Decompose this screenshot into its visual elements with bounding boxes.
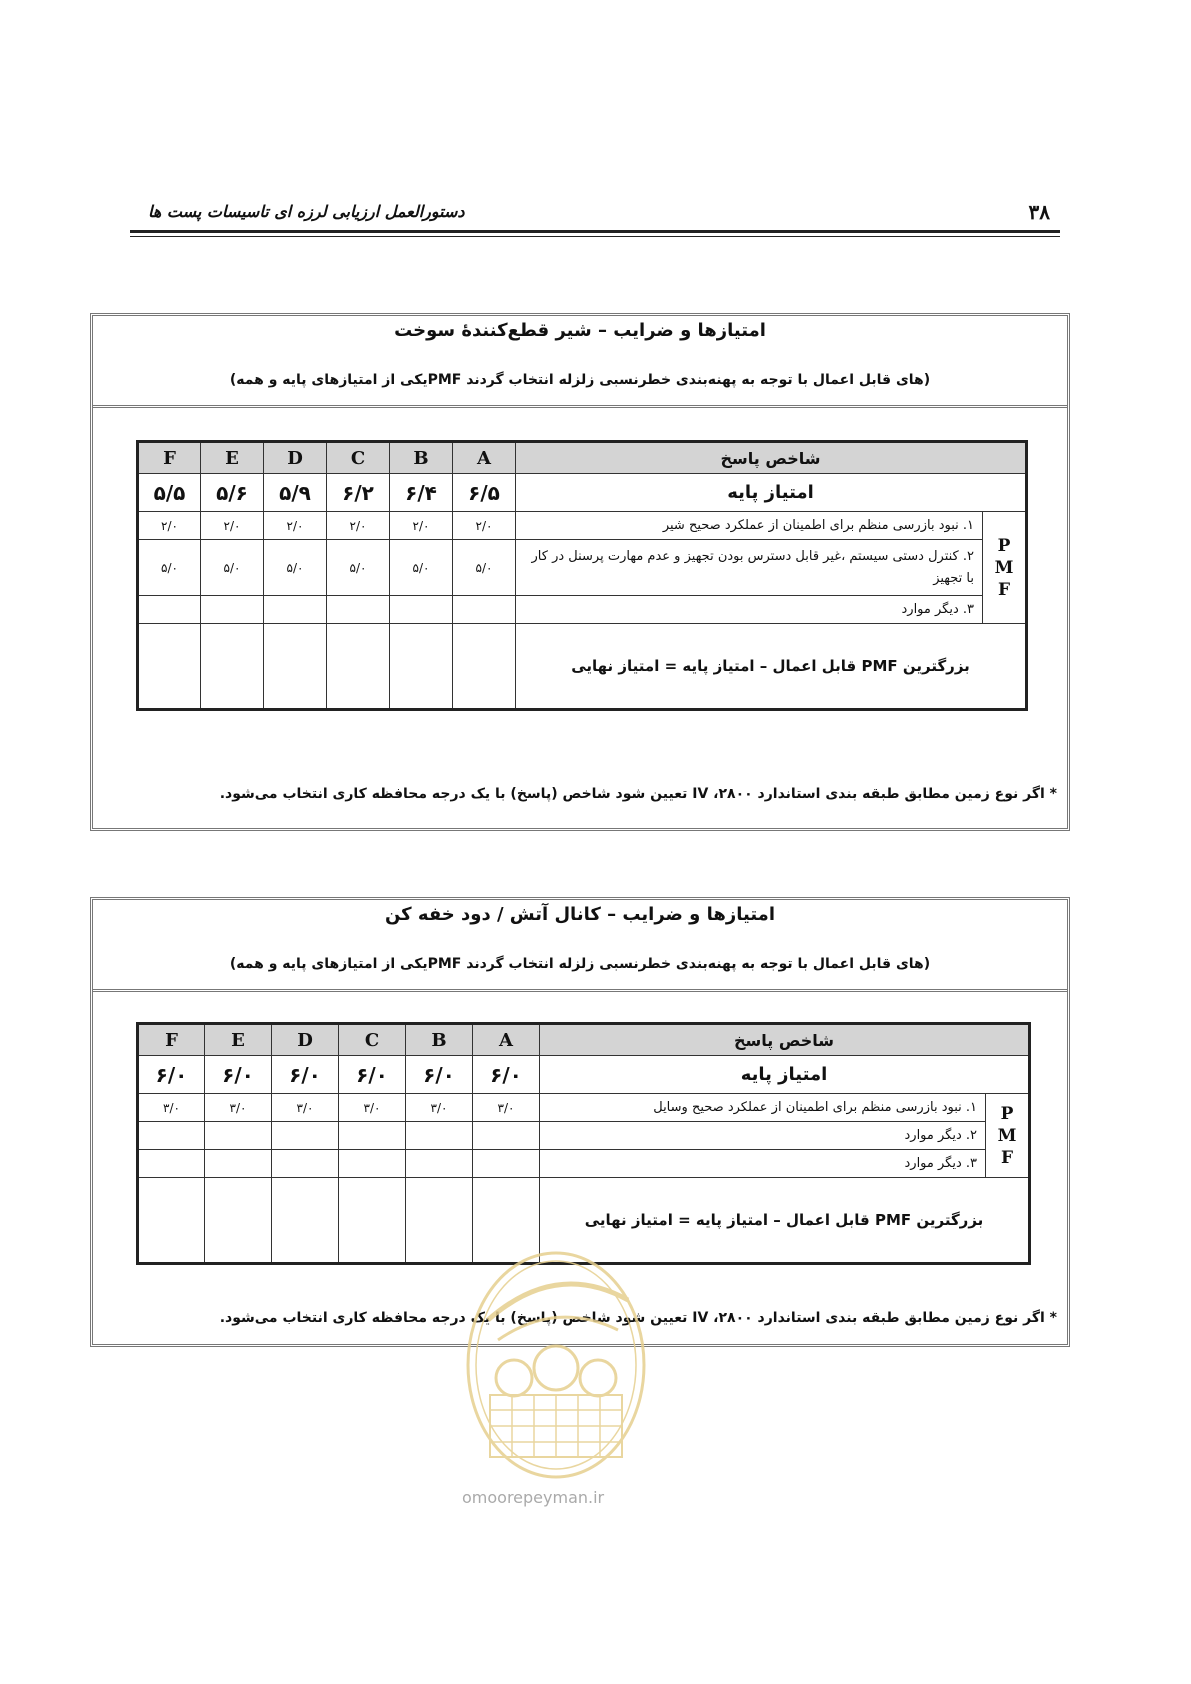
pmf-item-label: ۳. دیگر موارد bbox=[516, 596, 983, 624]
column-header-d: D bbox=[264, 442, 327, 474]
pmf-value: ۵/۰ bbox=[138, 540, 201, 596]
pmf-value bbox=[272, 1150, 339, 1178]
footnote: * اگر نوع زمین مطابق طبقه بندی استاندارد ۲۸۰۰، IV تعیین شود شاخص (پاسخ) با یک درجه محافظه کاری انتخاب می‌شود. bbox=[219, 786, 1057, 802]
column-header-d: D bbox=[272, 1024, 339, 1056]
pmf-value bbox=[205, 1150, 272, 1178]
watermark-seal-icon bbox=[458, 1240, 654, 1490]
section-title: امتیازها و ضرایب – شیر قطع‌کنندهٔ سوخت bbox=[394, 320, 766, 341]
base-score-label: امتیاز پایه bbox=[540, 1056, 1030, 1094]
pmf-value: ۳/۰ bbox=[138, 1094, 205, 1122]
final-score-cell bbox=[453, 624, 516, 710]
base-score-b: ۶/۴ bbox=[390, 474, 453, 512]
pmf-row bbox=[138, 1094, 1030, 1122]
final-score-cell bbox=[339, 1178, 406, 1264]
pmf-value bbox=[473, 1122, 540, 1150]
pmf-letter: F bbox=[997, 579, 1011, 600]
pmf-item-label: ۳. دیگر موارد bbox=[540, 1150, 986, 1178]
pmf-value bbox=[201, 596, 264, 624]
base-score-row bbox=[138, 474, 1027, 512]
column-header-b: B bbox=[406, 1024, 473, 1056]
section-header bbox=[93, 900, 1067, 992]
pmf-value bbox=[138, 596, 201, 624]
column-header-c: C bbox=[339, 1024, 406, 1056]
label-column-header: شاخص پاسخ bbox=[540, 1024, 1030, 1056]
pmf-row bbox=[138, 1122, 1030, 1150]
header-row bbox=[138, 1024, 1030, 1056]
column-header-e: E bbox=[201, 442, 264, 474]
column-header-e: E bbox=[205, 1024, 272, 1056]
base-score-c: ۶/۰ bbox=[339, 1056, 406, 1094]
section-header bbox=[93, 316, 1067, 408]
section-subtitle: (یکی از امتیازهای پایه و همهPMF های قابل اعمال با توجه به پهنه‌بندی خطرنسبی زلزله انتخاب گردند) bbox=[229, 956, 931, 972]
pmf-value: ۵/۰ bbox=[201, 540, 264, 596]
pmf-value bbox=[406, 1150, 473, 1178]
score-table bbox=[136, 440, 1028, 711]
pmf-value: ۵/۰ bbox=[327, 540, 390, 596]
final-score-row bbox=[138, 624, 1027, 710]
header-rule-thin bbox=[130, 236, 1060, 237]
base-score-e: ۵/۶ bbox=[201, 474, 264, 512]
final-score-cell bbox=[138, 624, 201, 710]
watermark-url: omoorepeyman.ir bbox=[462, 1488, 605, 1507]
final-score-cell bbox=[264, 624, 327, 710]
pmf-value bbox=[327, 596, 390, 624]
final-score-cell bbox=[138, 1178, 205, 1264]
base-score-e: ۶/۰ bbox=[205, 1056, 272, 1094]
pmf-letter: M bbox=[997, 1125, 1017, 1146]
base-score-d: ۶/۰ bbox=[272, 1056, 339, 1094]
column-header-a: A bbox=[453, 442, 516, 474]
pmf-value: ۳/۰ bbox=[406, 1094, 473, 1122]
pmf-value: ۳/۰ bbox=[272, 1094, 339, 1122]
document-title: دستورالعمل ارزیابی لرزه ای تاسیسات پست ها bbox=[148, 202, 465, 221]
base-score-row bbox=[138, 1056, 1030, 1094]
pmf-item-label: ۱. نبود بازرسی منظم برای اطمینان از عملکرد صحیح شیر bbox=[516, 512, 983, 540]
base-score-a: ۶/۵ bbox=[453, 474, 516, 512]
pmf-label bbox=[986, 1094, 1030, 1178]
pmf-value: ۲/۰ bbox=[327, 512, 390, 540]
pmf-value bbox=[272, 1122, 339, 1150]
pmf-label bbox=[983, 512, 1027, 624]
base-score-b: ۶/۰ bbox=[406, 1056, 473, 1094]
pmf-letter: M bbox=[994, 557, 1014, 578]
pmf-value: ۳/۰ bbox=[205, 1094, 272, 1122]
footnote: * اگر نوع زمین مطابق طبقه بندی استاندارد ۲۸۰۰، IV تعیین شود شاخص (پاسخ) با یک درجه محافظه کاری انتخاب می‌شود. bbox=[219, 1310, 1057, 1326]
header-rule bbox=[130, 230, 1060, 233]
page-header bbox=[130, 196, 1060, 240]
final-score-label: بزرگترین PMF قابل اعمال – امتیاز پایه = امتیاز نهایی bbox=[516, 624, 1027, 710]
base-score-f: ۵/۵ bbox=[138, 474, 201, 512]
pmf-item-label: ۲. کنترل دستی سیستم ،غیر قابل دسترس بودن تجهیز و عدم مهارت پرسنل در کار با تجهیز bbox=[516, 540, 983, 596]
final-score-cell bbox=[327, 624, 390, 710]
pmf-value bbox=[390, 596, 453, 624]
section-title: امتیازها و ضرایب – کانال آتش / دود خفه کن bbox=[384, 904, 775, 925]
base-score-f: ۶/۰ bbox=[138, 1056, 205, 1094]
pmf-item-label: ۲. دیگر موارد bbox=[540, 1122, 986, 1150]
pmf-value: ۲/۰ bbox=[138, 512, 201, 540]
pmf-value bbox=[264, 596, 327, 624]
pmf-value bbox=[406, 1122, 473, 1150]
final-score-cell bbox=[201, 624, 264, 710]
watermark-logo bbox=[458, 1240, 654, 1510]
section-fuel-shutoff-valve bbox=[90, 313, 1070, 831]
pmf-value bbox=[473, 1150, 540, 1178]
pmf-value: ۵/۰ bbox=[453, 540, 516, 596]
pmf-value bbox=[205, 1122, 272, 1150]
final-score-cell bbox=[205, 1178, 272, 1264]
pmf-value bbox=[339, 1150, 406, 1178]
pmf-value: ۳/۰ bbox=[473, 1094, 540, 1122]
section-subtitle: (یکی از امتیازهای پایه و همهPMF های قابل اعمال با توجه به پهنه‌بندی خطرنسبی زلزله انتخاب گردند) bbox=[229, 372, 931, 388]
pmf-row bbox=[138, 540, 1027, 596]
pmf-value: ۳/۰ bbox=[339, 1094, 406, 1122]
pmf-value: ۲/۰ bbox=[201, 512, 264, 540]
pmf-value bbox=[138, 1122, 205, 1150]
pmf-value: ۵/۰ bbox=[390, 540, 453, 596]
pmf-value: ۵/۰ bbox=[264, 540, 327, 596]
pmf-value: ۲/۰ bbox=[453, 512, 516, 540]
column-header-c: C bbox=[327, 442, 390, 474]
column-header-f: F bbox=[138, 442, 201, 474]
page-number: ۳۸ bbox=[1028, 200, 1050, 224]
base-score-label: امتیاز پایه bbox=[516, 474, 1027, 512]
final-score-cell bbox=[272, 1178, 339, 1264]
column-header-f: F bbox=[138, 1024, 205, 1056]
score-table bbox=[136, 1022, 1031, 1265]
pmf-value bbox=[453, 596, 516, 624]
final-score-cell bbox=[390, 624, 453, 710]
pmf-value: ۲/۰ bbox=[264, 512, 327, 540]
final-score-label: بزرگترین PMF قابل اعمال – امتیاز پایه = امتیاز نهایی bbox=[540, 1178, 1030, 1264]
pmf-row bbox=[138, 596, 1027, 624]
pmf-row bbox=[138, 512, 1027, 540]
column-header-a: A bbox=[473, 1024, 540, 1056]
pmf-value bbox=[138, 1150, 205, 1178]
pmf-letter: F bbox=[1000, 1147, 1014, 1168]
base-score-c: ۶/۲ bbox=[327, 474, 390, 512]
pmf-value bbox=[339, 1122, 406, 1150]
base-score-a: ۶/۰ bbox=[473, 1056, 540, 1094]
pmf-row bbox=[138, 1150, 1030, 1178]
label-column-header: شاخص پاسخ bbox=[516, 442, 1027, 474]
column-header-b: B bbox=[390, 442, 453, 474]
pmf-item-label: ۱. نبود بازرسی منظم برای اطمینان از عملکرد صحیح وسایل bbox=[540, 1094, 986, 1122]
pmf-letter: P bbox=[1000, 1103, 1014, 1124]
pmf-letter: P bbox=[997, 535, 1011, 556]
base-score-d: ۵/۹ bbox=[264, 474, 327, 512]
header-row bbox=[138, 442, 1027, 474]
pmf-value: ۲/۰ bbox=[390, 512, 453, 540]
